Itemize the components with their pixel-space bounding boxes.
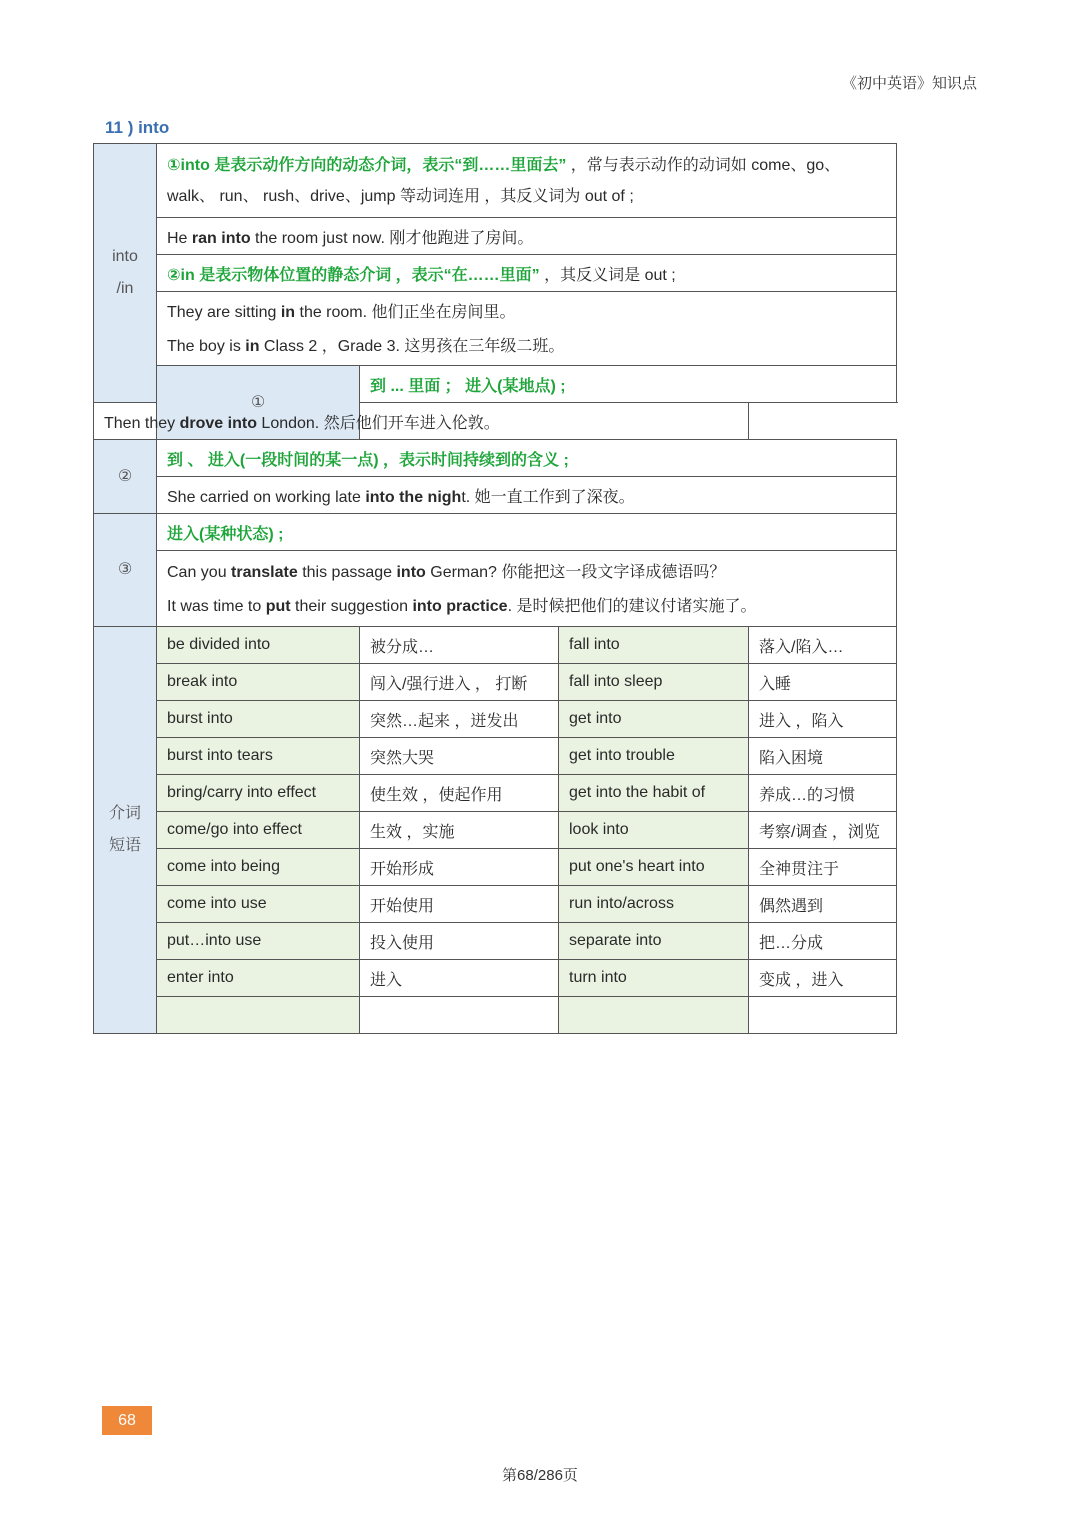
document-header-title: 《初中英语》知识点 xyxy=(841,75,977,92)
example-text: Can you xyxy=(167,564,232,581)
phrase-zh: 陷入困境 xyxy=(749,738,897,775)
usage-2-example xyxy=(157,477,897,514)
example-text: The boy is xyxy=(167,337,246,355)
phrase-en: burst into xyxy=(157,701,360,738)
phrase-zh-empty xyxy=(749,997,897,1034)
example-text: this passage xyxy=(297,564,397,581)
phrase-en: put one's heart into xyxy=(559,849,749,886)
example-bold: into xyxy=(227,414,257,432)
example-text: Class 2 ，Grade 3. 这男孩在三年级二班。 xyxy=(259,337,565,355)
phrase-en: fall into xyxy=(559,627,749,664)
example-text: He xyxy=(167,229,192,247)
page-number-badge: 68 xyxy=(102,1406,152,1435)
usage-3-label: ③ xyxy=(94,514,157,627)
example-bold: into xyxy=(221,229,251,247)
phrase-en: come into use xyxy=(157,886,360,923)
into-label-line1: into xyxy=(112,248,138,265)
phrase-zh: 突然大哭 xyxy=(360,738,559,775)
usage-2-label: ② xyxy=(94,440,157,514)
usage-2-definition xyxy=(157,440,897,477)
example-text: German? 你能把这一段文字译成德语吗？ xyxy=(425,564,726,581)
phrase-zh: 把…分成 xyxy=(749,923,897,960)
in-definition-heading: ②in 是表示物体位置的静态介词 ，表示“在……里面” xyxy=(167,266,540,284)
in-examples xyxy=(157,292,897,366)
example-text: . 是时候把他们的建议付诸实施了。 xyxy=(507,598,757,615)
phrase-zh: 考察/调查 ，浏览 xyxy=(749,812,897,849)
in-definition-text: ，其反义词是 out ; xyxy=(539,266,676,284)
into-definition-heading: ①into 是表示动作方向的动态介词，表示“到……里面去” xyxy=(167,156,567,174)
into-in-label xyxy=(94,144,157,403)
phrase-en: come/go into effect xyxy=(157,812,360,849)
phrase-en: look into xyxy=(559,812,749,849)
into-label-line2: /in xyxy=(116,280,134,297)
phrase-en: turn into xyxy=(559,960,749,997)
phrase-zh: 变成 ，进入 xyxy=(749,960,897,997)
example-bold: in xyxy=(245,337,260,355)
phrase-zh: 闯入/强行进入 ， 打断 xyxy=(360,664,559,701)
example-text: She carried on working late xyxy=(167,488,366,506)
phrase-zh: 被分成… xyxy=(360,627,559,664)
phrase-en: run into/across xyxy=(559,886,749,923)
usage-3-example-1 xyxy=(167,556,886,590)
phrase-zh: 使生效 ，使起作用 xyxy=(360,775,559,812)
example-text: Then they xyxy=(104,414,180,432)
phrase-en: get into the habit of xyxy=(559,775,749,812)
phrase-en: get into xyxy=(559,701,749,738)
phrase-en: enter into xyxy=(157,960,360,997)
example-bold: into xyxy=(396,564,426,581)
example-text: the room. 他们正坐在房间里。 xyxy=(295,303,516,321)
phrase-en: be divided into xyxy=(157,627,360,664)
example-bold: into practice xyxy=(412,598,508,615)
phrase-en: break into xyxy=(157,664,360,701)
usage-1-heading: 到 ... 里面 ； 进入(某地点) ; xyxy=(370,377,566,395)
in-example-1 xyxy=(167,296,886,330)
phrase-en: get into trouble xyxy=(559,738,749,775)
example-bold: into the nigh xyxy=(365,488,462,506)
phrase-en: separate into xyxy=(559,923,749,960)
phrase-zh: 入睡 xyxy=(749,664,897,701)
phrases-label-line1: 介词 xyxy=(108,805,141,822)
in-definition xyxy=(157,255,897,292)
phrase-zh: 养成…的习惯 xyxy=(749,775,897,812)
phrase-zh: 投入使用 xyxy=(360,923,559,960)
phrase-zh: 突然…起来 ，迸发出 xyxy=(360,701,559,738)
phrase-en-empty xyxy=(157,997,360,1034)
into-example xyxy=(157,218,897,255)
into-definition-text: ，常与表示动作的动词如 come、go、walk、 run、 rush、drive、jump 等动词连用 ，其反义词为 out of ; xyxy=(167,156,841,205)
usage-3-examples xyxy=(157,551,897,627)
phrase-en: come into being xyxy=(157,849,360,886)
example-bold: translate xyxy=(231,564,298,581)
phrase-zh: 落入/陷入… xyxy=(749,627,897,664)
phrase-en: put…into use xyxy=(157,923,360,960)
phrase-zh: 开始形成 xyxy=(360,849,559,886)
example-text: London. 然后他们开车进入伦敦。 xyxy=(256,414,500,432)
example-text: They are sitting xyxy=(167,303,281,321)
phrase-en: burst into tears xyxy=(157,738,360,775)
phrase-zh-empty xyxy=(360,997,559,1034)
example-bold: drove xyxy=(179,414,224,432)
usage-3-definition xyxy=(157,514,897,551)
page-footer: 第68/286页 xyxy=(502,1467,578,1484)
phrase-zh: 生效 ，实施 xyxy=(360,812,559,849)
usage-1-definition xyxy=(360,366,897,403)
phrase-zh: 全神贯注于 xyxy=(749,849,897,886)
phrase-en: fall into sleep xyxy=(559,664,749,701)
phrase-zh: 开始使用 xyxy=(360,886,559,923)
example-bold: in xyxy=(280,303,296,321)
phrase-en-empty xyxy=(559,997,749,1034)
usage-1-label: ① xyxy=(157,366,360,440)
into-definition xyxy=(157,144,897,218)
usage-3-example-2 xyxy=(167,590,886,624)
usage-2-heading: 到 、 进入(一段时间的某一点) ，表示时间持续到的含义 ; xyxy=(167,451,569,469)
phrase-zh: 偶然遇到 xyxy=(749,886,897,923)
phrase-zh: 进入 xyxy=(360,960,559,997)
phrases-label xyxy=(94,627,157,1034)
example-text: the room just now. 刚才他跑进了房间。 xyxy=(250,229,534,247)
usage-1-example xyxy=(94,403,749,440)
section-title: 11 ) into xyxy=(105,118,170,137)
example-bold: ran xyxy=(191,229,217,247)
example-text: t. 她一直工作到了深夜。 xyxy=(461,488,635,506)
phrase-en: bring/carry into effect xyxy=(157,775,360,812)
in-example-2 xyxy=(167,330,886,364)
example-bold: put xyxy=(265,598,291,615)
example-text: their suggestion xyxy=(290,598,413,615)
grammar-table xyxy=(93,143,897,1034)
usage-3-heading: 进入(某种状态) ; xyxy=(167,525,284,543)
phrases-label-line2: 短语 xyxy=(108,837,141,854)
phrase-zh: 进入 ，陷入 xyxy=(749,701,897,738)
example-text: It was time to xyxy=(167,598,266,615)
